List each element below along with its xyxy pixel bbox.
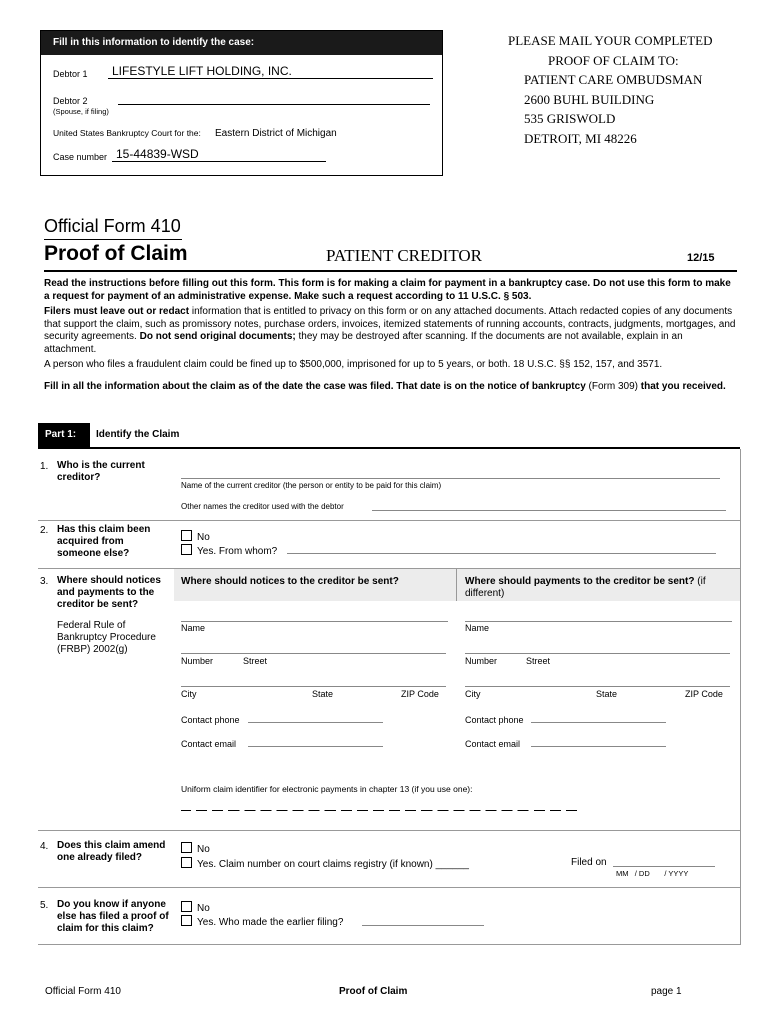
case-number-line [112,161,326,162]
mail-line-6: DETROIT, MI 48226 [524,130,637,146]
instructions-p4-bold1: Fill in all the information about the claim as of the date the case was filed. That date is on the notice of bankruptcy [44,380,586,392]
q5-label: Do you know if anyone else has filed a proof of claim for this claim? [57,899,169,934]
filed-on-field[interactable] [613,866,715,867]
footer-title: Proof of Claim [339,986,408,997]
mail-line-3: PATIENT CARE OMBUDSMAN [524,72,703,87]
q5-yes-checkbox[interactable] [181,915,192,926]
payments-state-label: State [596,689,618,699]
payments-name-label: Name [465,623,490,633]
notices-street-field[interactable] [181,653,446,654]
payments-street-field[interactable] [465,653,730,654]
q2-no-checkbox[interactable] [181,530,192,541]
page-title: Proof of Claim [44,242,188,265]
q4-no-label: No [197,844,210,855]
payments-zip-label: ZIP Code [685,689,723,699]
payments-city-label: City [465,689,481,699]
q4-yes-label: Yes. Claim number on court claims registry (if known) ______ [197,859,469,870]
instructions-p2 [44,306,737,356]
title-bottom-rule [44,270,737,272]
notices-zip-label: ZIP Code [401,689,439,699]
payments-heading-bold: Where should payments to the creditor be sent? [465,576,695,587]
instructions-p2-bold1: Filers must leave out or redact [44,306,190,317]
official-form-label: Official Form 410 [44,216,181,236]
q3-number: 3. [40,576,49,587]
payments-city-field[interactable] [465,686,730,687]
payments-email-label: Contact email [465,739,521,749]
debtor2-label: Debtor 2 [53,96,88,106]
payments-number-label: Number [465,656,498,666]
separator-4 [38,887,740,888]
frbp-note: Federal Rule of Bankruptcy Procedure (FRBP) 2002(g) [57,620,156,655]
mail-to-address [478,31,768,148]
notices-number-label: Number [181,656,214,666]
instructions-p2-text2: they may be destroyed after scanning. If the documents are not available, explain in an attachment. [44,331,683,355]
separator-5 [38,944,740,945]
mail-line-5: 535 GRISWOLD [524,111,616,126]
case-number-label: Case number [53,152,108,162]
mail-line-2: PROOF OF CLAIM TO: [548,52,679,68]
case-box-header: Fill in this information to identify the case: [41,31,442,55]
court-value[interactable]: Eastern District of Michigan [215,128,337,139]
title-rule [44,239,182,240]
notices-city-field[interactable] [181,686,446,687]
instructions-p1: Read the instructions before filling out this form. This form is for making a claim for payment in a bankruptcy case. Do not use this form to make a request for payment of an administrative expense. Make such a request according to 11 U.S.C. § 503. [44,278,731,302]
uniform-claim-field[interactable] [181,810,581,811]
q4-number: 4. [40,841,49,852]
mail-line-4: 2600 BUHL BUILDING [524,91,655,107]
separator-1 [38,520,740,521]
q2-label: Has this claim been acquired from someone else? [57,524,151,559]
q5-no-checkbox[interactable] [181,901,192,912]
q4-label: Does this claim amend one already filed? [57,840,166,863]
q2-no-label: No [197,532,210,543]
court-label: United States Bankruptcy Court for the: [53,128,201,138]
payments-email-field[interactable] [531,746,666,747]
debtor2-sublabel: (Spouse, if filing) [53,107,109,116]
q2-number: 2. [40,525,49,536]
mail-line-1: PLEASE MAIL YOUR COMPLETED [508,33,713,48]
instructions-p3: A person who files a fraudulent claim could be fined up to $500,000, imprisoned for up to 5 years, or both. 18 U.S.C. §§ 152, 157, and 3571. [44,359,663,370]
q3-label: Where should notices and payments to the creditor be sent? [57,575,161,610]
q5-yes-label: Yes. Who made the earlier filing? [197,917,344,928]
q4-yes-checkbox[interactable] [181,857,192,868]
footer-form-name: Official Form 410 [45,986,121,997]
creditor-name-field[interactable] [181,478,720,479]
notices-city-label: City [181,689,197,699]
instructions-p4 [44,381,737,394]
part1-tag: Part 1: [38,423,90,447]
uniform-claim-label: Uniform claim identifier for electronic payments in chapter 13 (if you use one): [181,784,473,794]
q2-yes-checkbox[interactable] [181,544,192,555]
payments-phone-field[interactable] [531,722,666,723]
q4-no-checkbox[interactable] [181,842,192,853]
earlier-filing-field[interactable] [362,925,484,926]
q2-yes-option[interactable] [181,544,277,557]
notices-heading: Where should notices to the creditor be sent? [181,576,399,587]
filed-on-format: MM / DD / YYYY [616,869,689,878]
payments-phone-label: Contact phone [465,715,524,725]
q2-no-option[interactable] [181,530,210,543]
payments-heading [465,576,735,600]
other-names-field[interactable] [372,510,726,511]
notices-name-label: Name [181,623,206,633]
debtor1-value[interactable]: LIFESTYLE LIFT HOLDING, INC. [112,64,292,78]
separator-3 [38,830,740,831]
form-subtitle: PATIENT CREDITOR [326,246,483,265]
instructions-p2-bold2: Do not send original documents; [139,331,296,342]
instructions-p4-text: (Form 309) [585,380,641,392]
q1-label: Who is the current creditor? [57,460,145,483]
instructions-p4-bold2: that you received. [640,380,726,392]
form-right-border [740,449,741,945]
notices-phone-label: Contact phone [181,715,240,725]
q5-yes-option[interactable] [181,915,343,928]
from-whom-field[interactable] [287,553,716,554]
q2-yes-label: Yes. From whom? [197,546,278,557]
q1-hint: Name of the current creditor (the person or entity to be paid for this claim) [181,481,442,490]
part1-rule [38,447,740,449]
payments-name-field[interactable] [465,621,732,622]
q4-yes-option[interactable] [181,857,469,870]
filed-on-label: Filed on [571,857,607,868]
q1-number: 1. [40,461,49,472]
q5-number: 5. [40,900,49,911]
notices-name-field[interactable] [181,621,448,622]
q3-column-divider [456,569,457,601]
part1-title: Identify the Claim [96,429,180,440]
footer-page-number: page 1 [651,986,682,997]
q4-no-option[interactable] [181,842,210,855]
payments-street-label: Street [526,656,551,666]
debtor2-line[interactable] [118,104,430,105]
instructions [44,278,737,393]
notices-street-label: Street [243,656,268,666]
q5-no-label: No [197,903,210,914]
debtor1-line [108,78,433,79]
notices-email-field[interactable] [248,746,383,747]
case-number-value[interactable]: 15-44839-WSD [116,147,199,161]
payments-heading-note: (if different) [465,576,706,599]
notices-email-label: Contact email [181,739,237,749]
q1-other-names-label: Other names the creditor used with the debtor [181,502,344,511]
form-date: 12/15 [687,252,715,264]
notices-state-label: State [312,689,334,699]
instructions-p2-text1: information that is entitled to privacy on this form or on any attached documents. Attach redacted copies of any documents that support the claim, such as promissory notes, purchase orders, invoices, itemized statements of running accounts, contracts, judgments, mortgages, and security agreements. [44,306,736,342]
q5-no-option[interactable] [181,901,210,914]
debtor1-label: Debtor 1 [53,69,88,79]
notices-phone-field[interactable] [248,722,383,723]
